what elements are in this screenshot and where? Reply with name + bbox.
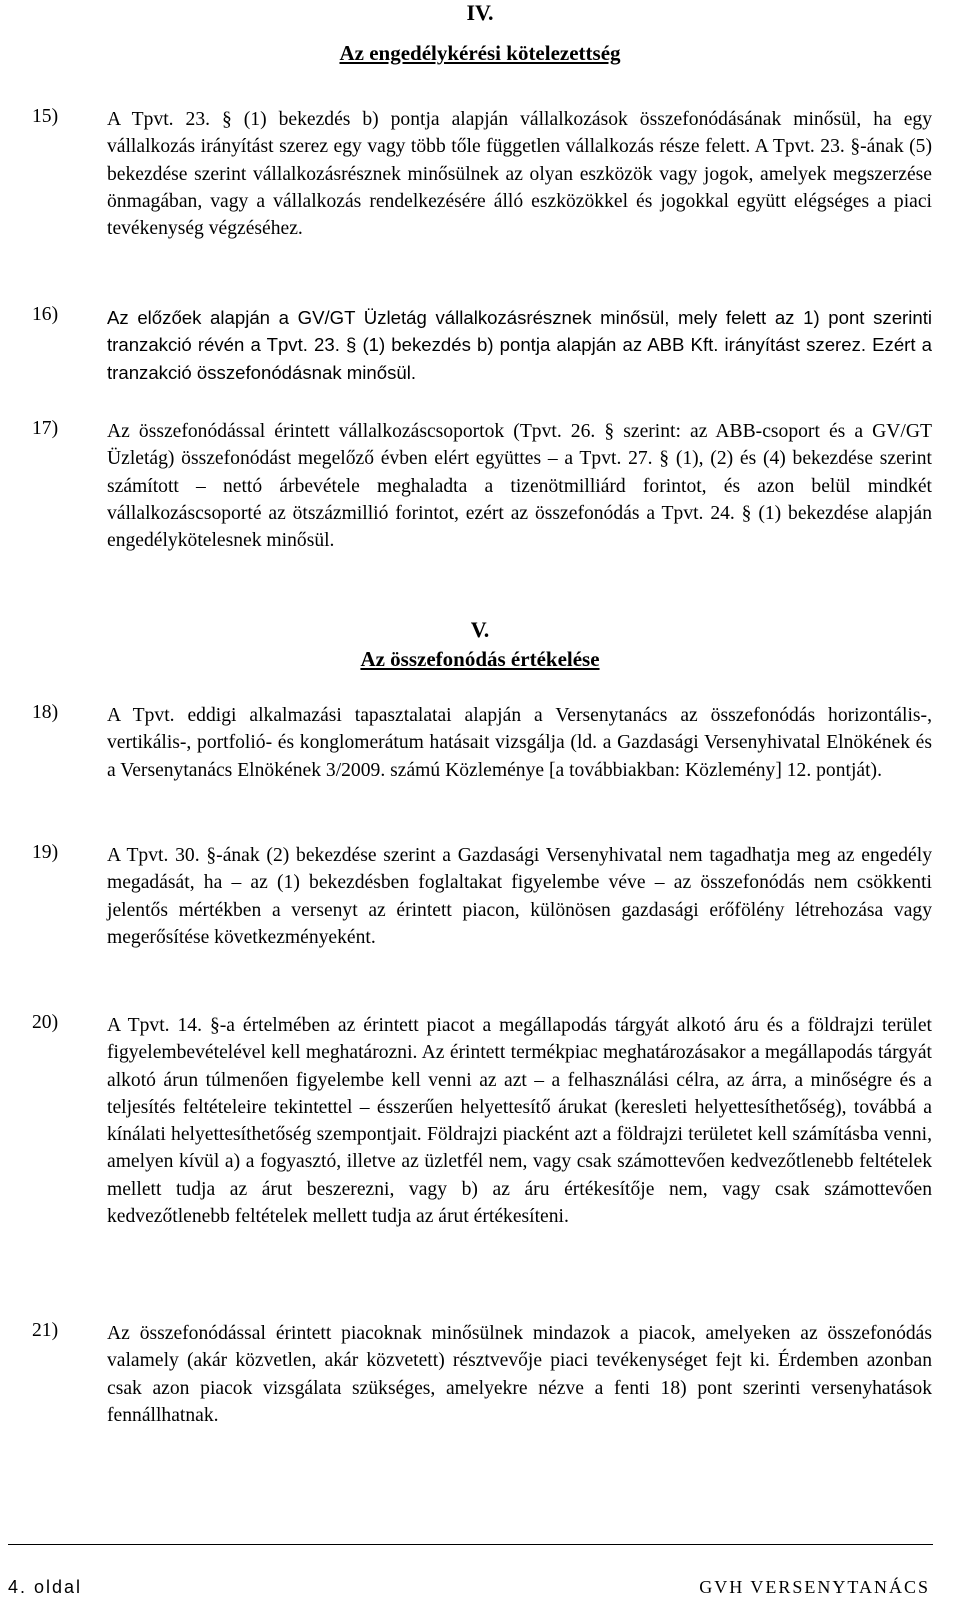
paragraph-text: A Tpvt. 14. §-a értelmében az érintett piacot a megállapodás tárgyát alkotó áru és a földrajzi terület figyelembevételével kell meghatározni. Az érintett termékpiac meghatározásakor a megállapodás tárgyát alkotó árun túlmenően figyelembe kell venni az azt – a felhasználási célra, az árra, a minőségre és a teljesítés feltételeire tekintettel – ésszerűen helyettesítő árukat (keresleti helyettesíthetőség), továbbá a kínálati helyettesíthetőség szempontjait. Földrajzi piacként azt a földrajzi területet kell számításba venni, amelyen kívül a) a fogyasztó, illetve az üzletfél nem, vagy csak számottevően kedvezőtlenebb feltételek mellett tudja az árut beszerezni, vagy b) az áru értékesítője nem, vagy csak számottevően kedvezőtlenebb feltételek mellett tudja az árut értékesíteni. — [107, 1015, 932, 1228]
paragraph-number: 15) — [32, 106, 59, 127]
section-number-v: V. — [470, 617, 490, 642]
paragraph-17 — [32, 418, 932, 554]
paragraph-20 — [32, 1012, 932, 1230]
paragraph-number: 21) — [32, 1320, 59, 1341]
section-title-engedelykeresi: Az engedélykérési kötelezettség — [339, 41, 621, 65]
paragraph-number: 18) — [32, 702, 59, 723]
paragraph-number: 20) — [32, 1012, 59, 1033]
paragraph-16 — [32, 304, 932, 386]
paragraph-text: Az összefonódással érintett vállalkozáscsoportok (Tpvt. 26. § szerint: az ABB-csoport és a GV/GT Üzletág) összefonódást megelőző évben elért együttes – a Tpvt. 27. § (1), (2) és (4) bekezdése szerint számított – nettó árbevétele meghaladta a tizenötmilliárd forintot, és azon belül mindkét vállalkozáscsoporté az ötszázmillió forintot, ezért az összefonódás a Tpvt. 24. § (1) bekezdése alapján engedélykötelesnek minősül. — [107, 421, 932, 552]
paragraph-text: A Tpvt. 30. §-ának (2) bekezdése szerint a Gazdasági Versenyhivatal nem tagadhatja meg az engedély megadását, ha – az (1) bekezdésben foglaltakat figyelembe véve – az összefonódás nem csökkenti jelentős mértékben a versenyt az érintett piacon, különösen gazdasági erőfölény létrehozása vagy megerősítése következményeként. — [107, 845, 932, 948]
paragraph-number: 17) — [32, 418, 59, 439]
paragraph-text: Az előzőek alapján a GV/GT Üzletág vállalkozásrésznek minősül, mely felett az 1) pont szerinti tranzakció révén a Tpvt. 23. § (1) bekezdés b) pontja alapján az ABB Kft. irányítást szerez. Ezért a tranzakció összefonódásnak minősül. — [107, 307, 932, 383]
paragraph-19 — [32, 842, 932, 951]
footer-page-number: 4. oldal — [8, 1577, 83, 1597]
footer-organization: GVH VERSENYTANÁCS — [699, 1577, 930, 1597]
paragraph-number: 16) — [32, 304, 59, 325]
paragraph-text: Az összefonódással érintett piacoknak minősülnek mindazok a piacok, amelyeken az összefonódás valamely (akár közvetlen, akár közvetett) résztvevője piaci tevékenységet fejt ki. Érdemben azonban csak azon piacok vizsgálata szükséges, amelyekre nézve a fenti 18) pont szerinti versenyhatások fennállhatnak. — [107, 1323, 932, 1426]
paragraph-18 — [32, 702, 932, 784]
section-title-ertekelese: Az összefonódás értékelése — [360, 647, 600, 671]
paragraph-number: 19) — [32, 842, 59, 863]
paragraph-text: A Tpvt. 23. § (1) bekezdés b) pontja alapján vállalkozások összefonódásának minősül, ha egy vállalkozás irányítást szerez egy vagy több tőle független vállalkozás része felett. A Tpvt. 23. §-ának (5) bekezdése szerint vállalkozásrésznek minősülnek az olyan eszközök vagy jogok, amelyek megszerzése önmagában, vagy a vállalkozás rendelkezésére álló eszközökkel és jogokkal együtt elégséges a piaci tevékenység végzéséhez. — [107, 109, 932, 240]
paragraph-21 — [32, 1320, 932, 1429]
paragraph-text: A Tpvt. eddigi alkalmazási tapasztalatai alapján a Versenytanács az összefonódás horizontális-, vertikális-, portfolió- és konglomerátum hatásait vizsgálja (ld. a Gazdasági Versenyhivatal Elnökének és a Versenytanács Elnökének 3/2009. számú Közleménye [a továbbiakban: Közlemény] 12. pontját). — [107, 705, 932, 781]
section-number-iv: IV. — [466, 0, 494, 25]
footer-divider — [8, 1544, 933, 1545]
paragraph-15 — [32, 106, 932, 242]
